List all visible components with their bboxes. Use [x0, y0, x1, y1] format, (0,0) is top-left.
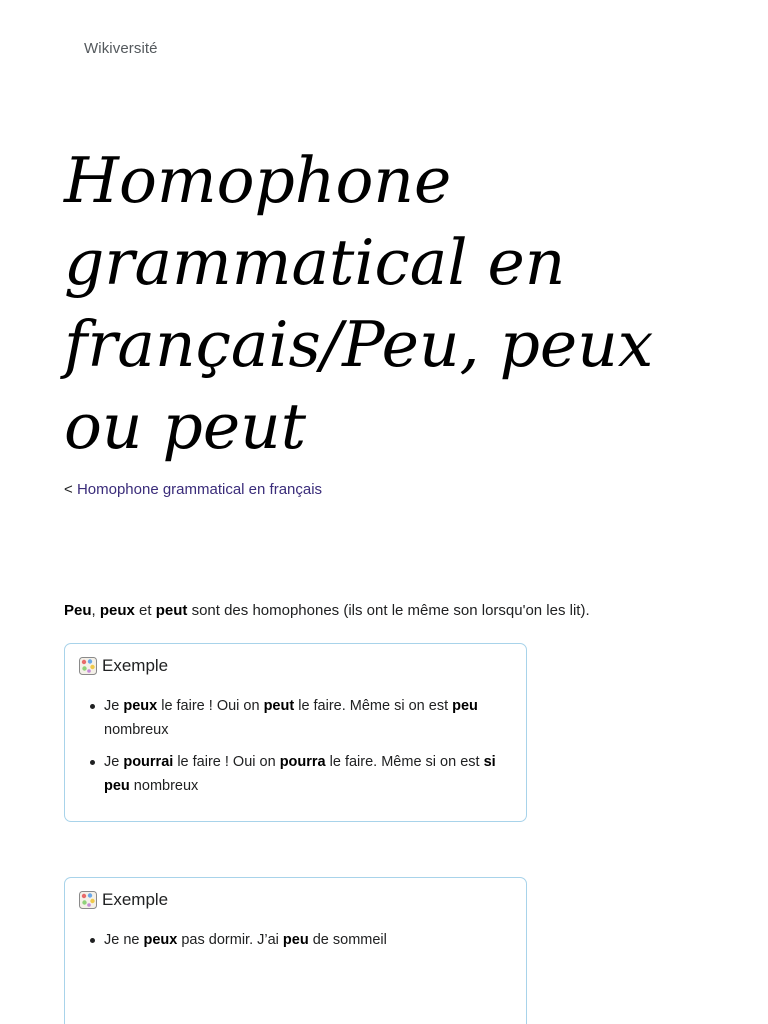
palette-icon: [78, 656, 98, 676]
item-bold: pourra: [279, 754, 326, 770]
list-item: [104, 694, 524, 742]
breadcrumb-parent-link[interactable]: Homophone grammatical en français: [76, 481, 323, 498]
intro-word-peut: peut: [155, 602, 188, 619]
example-box-1: [64, 643, 527, 822]
example-header: [78, 888, 168, 912]
item-text: de sommeil: [308, 932, 387, 948]
item-text: Je: [104, 698, 124, 714]
example-box-2: [64, 877, 527, 1024]
item-text: le faire ! Oui on: [173, 754, 280, 770]
site-name-link[interactable]: Wikiversité: [84, 40, 158, 57]
item-text: le faire ! Oui on: [157, 698, 264, 714]
list-item: [104, 928, 524, 952]
example-list: [65, 928, 524, 960]
item-bold: peux: [143, 932, 178, 948]
example-title: Exemple: [102, 890, 169, 909]
item-bold: peu: [282, 932, 309, 948]
item-text: nombreux: [129, 778, 199, 794]
breadcrumb: [64, 481, 322, 498]
breadcrumb-prefix: <: [64, 481, 77, 498]
intro-sep2: et: [134, 602, 156, 619]
palette-icon: [78, 890, 98, 910]
intro-word-peux: peux: [99, 602, 135, 619]
example-list: [65, 694, 524, 806]
item-bold: pourrai: [123, 754, 174, 770]
example-header: [78, 654, 168, 678]
page-title: Homophone grammatical en français/Peu, peux ou peut: [64, 144, 654, 463]
item-bold: peu: [452, 698, 478, 714]
intro-rest: sont des homophones (ils ont le même son lorsqu'on les lit).: [187, 602, 590, 619]
intro-sep1: ,: [91, 602, 100, 619]
item-text: Je ne: [104, 932, 144, 948]
intro-paragraph: [64, 602, 590, 619]
item-text: nombreux: [104, 722, 169, 738]
list-item: [104, 750, 524, 798]
item-text: le faire. Même si on est: [294, 698, 453, 714]
item-text: pas dormir. J’ai: [177, 932, 283, 948]
item-bold: si peu: [104, 754, 496, 794]
item-bold: peux: [123, 698, 158, 714]
example-title: Exemple: [102, 656, 169, 675]
item-text: le faire. Même si on est: [325, 754, 484, 770]
intro-word-peu: Peu: [64, 602, 92, 619]
item-text: Je: [104, 754, 124, 770]
item-bold: peut: [263, 698, 295, 714]
